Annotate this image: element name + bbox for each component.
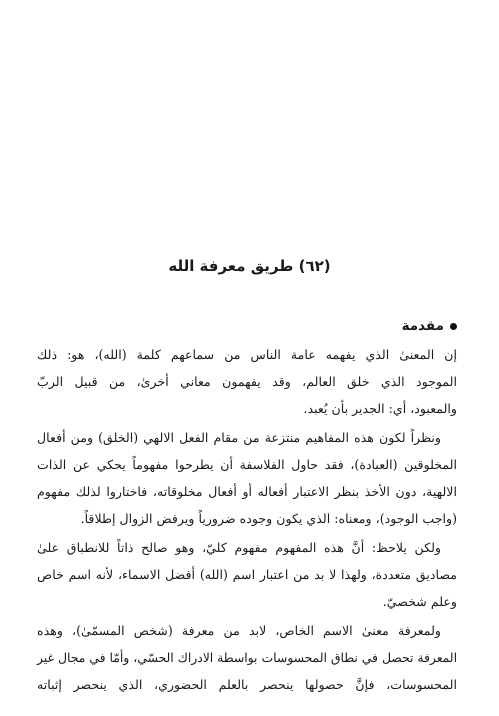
body-line-10: وعلم شخصيّ.: [382, 594, 457, 609]
body-line-8: ولكن يلاحظ: أنَّ هذه المفهوم مفهوم كليّ، وهو صالح ذاتاً للانطباق علىٰ: [37, 540, 441, 555]
body-line-12: المعرفة تحصل في نطاق المحسوسات بواسطة الادراك الحسّي، وأمّا في مجال غير: [37, 651, 457, 665]
body-line-7: (واجب الوجود)، ومعناه: الذي يكون وجوده ضرورياً ويرفض الزوال إطلاقاً.: [80, 511, 457, 526]
body-line-13: المحسوسات، فإنَّ حصولها ينحصر بالعلم الحضوري، الذي ينحصر إثباته: [37, 677, 457, 692]
body-line-3: والمعبود، أي: الجدير بأن يُعبد.: [303, 401, 457, 416]
subheading: [402, 318, 457, 334]
body-line-2: الموجود الذي خلق العالم، وقد يفهمون معاني أخرىٰ، من قبيل الربّ: [37, 374, 457, 389]
body-line-1: إن المعنىٰ الذي يفهمه عامة الناس من سماعهم كلمة (الله)، هو: ذلك: [37, 347, 457, 362]
section-title: (٦٢) طريق معرفة الله: [168, 257, 331, 275]
body-line-4: ونظراً لكون هذه المفاهيم منتزعة من مقام الفعل الالهي (الخلق) ومن أفعال: [37, 430, 441, 445]
bullet-icon: [450, 323, 457, 330]
body-line-11: ولمعرفة معنىٰ الاسم الخاص، لابد من معرفة (شخص المسمّىٰ)، وهذه: [37, 623, 441, 638]
body-line-9: مصاديق متعددة، ولهذا لا بد من اعتبار اسم (الله) أفضل الاسماء، لأنه اسم خاص: [37, 567, 457, 582]
body-line-6: الالهية، دون الأخذ بنظر الاعتبار أفعاله أو أفعال مخلوقاته، فاختاروا لذلك مفهوم: [37, 484, 457, 499]
subheading-text: مقدمة: [401, 318, 444, 334]
body-line-5: المخلوقين (العبادة)، فقد حاول الفلاسفة أن يطرحوا مفهوماً يحكي عن الذات: [37, 457, 457, 472]
